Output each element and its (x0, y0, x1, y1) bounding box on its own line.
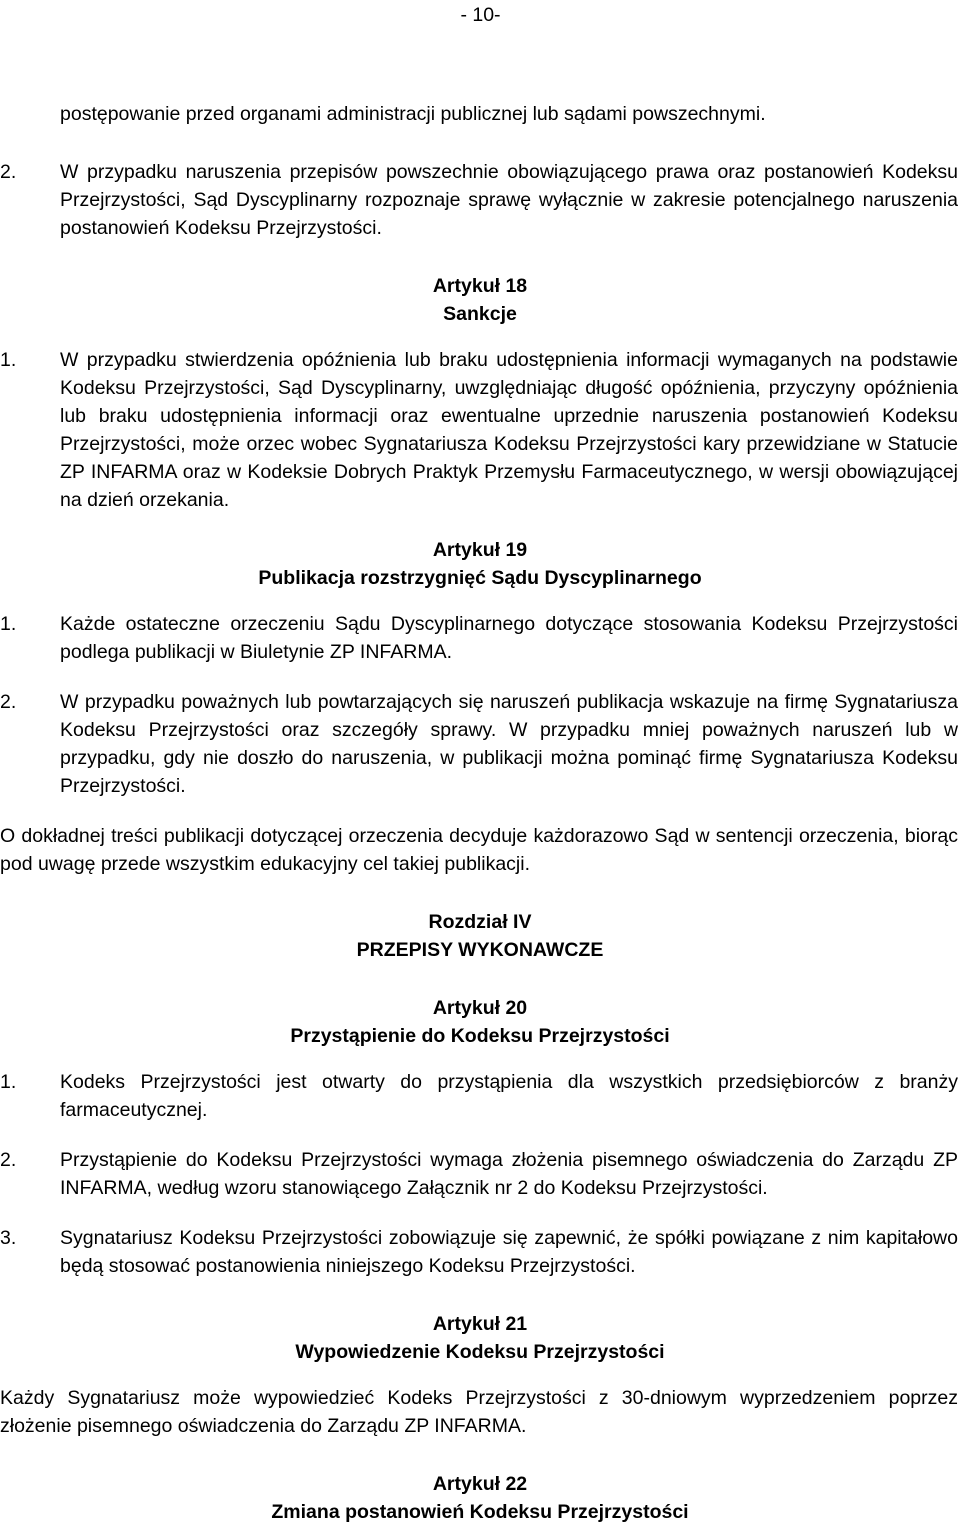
item-number: 1. (0, 1071, 17, 1093)
document-body (0, 100, 960, 1526)
item-number: 2. (0, 1149, 17, 1171)
article-20-subtitle: Przystąpienie do Kodeksu Przejrzystości (290, 1025, 670, 1047)
item-number: 3. (0, 1227, 17, 1249)
item-text: W przypadku stwierdzenia opóźnienia lub braku udostępnienia informacji wymaganych na podstawie Kodeksu Przejrzystości, Sąd Dyscyplinarny, uwzględniając długość opóźnienia, przyczyny opóźnienia lub braku udostępnienia informacji oraz ewentualne uprzednie naruszenia postanowień Kodeksu Przejrzystości, może orzec wobec Sygnatariusza Kodeksu Przejrzystości kary przewidziane w Statucie ZP INFARMA oraz w Kodeksie Dobrych Praktyk Przemysłu Farmaceutycznego, w wersji obowiązującej na dzień orzekania. (60, 349, 958, 511)
art19-closing-paragraph: O dokładnej treści publikacji dotyczącej orzeczenia decyduje każdorazowo Sąd w sentencji orzeczenia, biorąc pod uwagę przede wszystkim edukacyjny cel takiej publikacji. (0, 825, 958, 875)
item-text: Kodeks Przejrzystości jest otwarty do przystąpienia dla wszystkich przedsiębiorców z branży farmaceutycznej. (60, 1071, 958, 1121)
item-text: Sygnatariusz Kodeksu Przejrzystości zobowiązuje się zapewnić, że spółki powiązane z nim kapitałowo będą stosować postanowienia niniejszego Kodeksu Przejrzystości. (60, 1227, 958, 1277)
article-21-subtitle: Wypowiedzenie Kodeksu Przejrzystości (295, 1341, 665, 1363)
item-text: W przypadku naruszenia przepisów powszechnie obowiązującego prawa oraz postanowień Kodeksu Przejrzystości, Sąd Dyscyplinarny rozpoznaje sprawę wyłącznie w zakresie potencjalnego naruszenia postanowień Kodeksu Przejrzystości. (60, 161, 958, 239)
art20-item-1 (0, 1068, 960, 1124)
article-18-title: Artykuł 18 (432, 275, 528, 297)
art20-item-3 (0, 1224, 960, 1280)
page-number: - 10- (460, 4, 501, 26)
chapter-4-subtitle: PRZEPISY WYKONAWCZE (356, 939, 604, 961)
item-text: Każde ostateczne orzeczeniu Sądu Dyscyplinarnego dotyczące stosowania Kodeksu Przejrzystości podlega publikacji w Biuletynie ZP INFARMA. (60, 613, 958, 663)
art20-item-2 (0, 1146, 960, 1202)
art18-item-1 (0, 346, 960, 514)
art17-item-2 (0, 158, 960, 242)
art21-paragraph: Każdy Sygnatariusz może wypowiedzieć Kodeks Przejrzystości z 30-dniowym wyprzedzeniem poprzez złożenie pisemnego oświadczenia do Zarządu ZP INFARMA. (0, 1387, 958, 1437)
article-21-title: Artykuł 21 (432, 1313, 528, 1335)
item-text: W przypadku poważnych lub powtarzających się naruszeń publikacja wskazuje na firmę Sygnatariusza Kodeksu Przejrzystości oraz szczegóły sprawy. W przypadku mniej poważnych naruszeń lub w przypadku, gdy nie doszło do naruszenia, w publikacji można pominąć firmę Sygnatariusza Kodeksu Przejrzystości. (60, 691, 958, 797)
chapter-4-title: Rozdział IV (428, 911, 532, 933)
item-text: Przystąpienie do Kodeksu Przejrzystości wymaga złożenia pisemnego oświadczenia do Zarządu ZP INFARMA, według wzoru stanowiącego Załącznik nr 2 do Kodeksu Przejrzystości. (60, 1149, 958, 1199)
item-number: 2. (0, 161, 17, 183)
art19-item-2 (0, 688, 960, 800)
article-19-title: Artykuł 19 (432, 539, 528, 561)
item-number: 1. (0, 613, 17, 635)
item-number: 1. (0, 349, 17, 371)
article-22-subtitle: Zmiana postanowień Kodeksu Przejrzystości (271, 1501, 689, 1523)
continuation-paragraph: postępowanie przed organami administracji publicznej lub sądami powszechnymi. (60, 103, 766, 125)
article-20-title: Artykuł 20 (432, 997, 528, 1019)
article-19-subtitle: Publikacja rozstrzygnięć Sądu Dyscyplinarnego (258, 567, 702, 589)
art19-item-1 (0, 610, 960, 666)
item-number: 2. (0, 691, 17, 713)
article-18-subtitle: Sankcje (443, 303, 517, 325)
article-22-title: Artykuł 22 (432, 1473, 528, 1495)
